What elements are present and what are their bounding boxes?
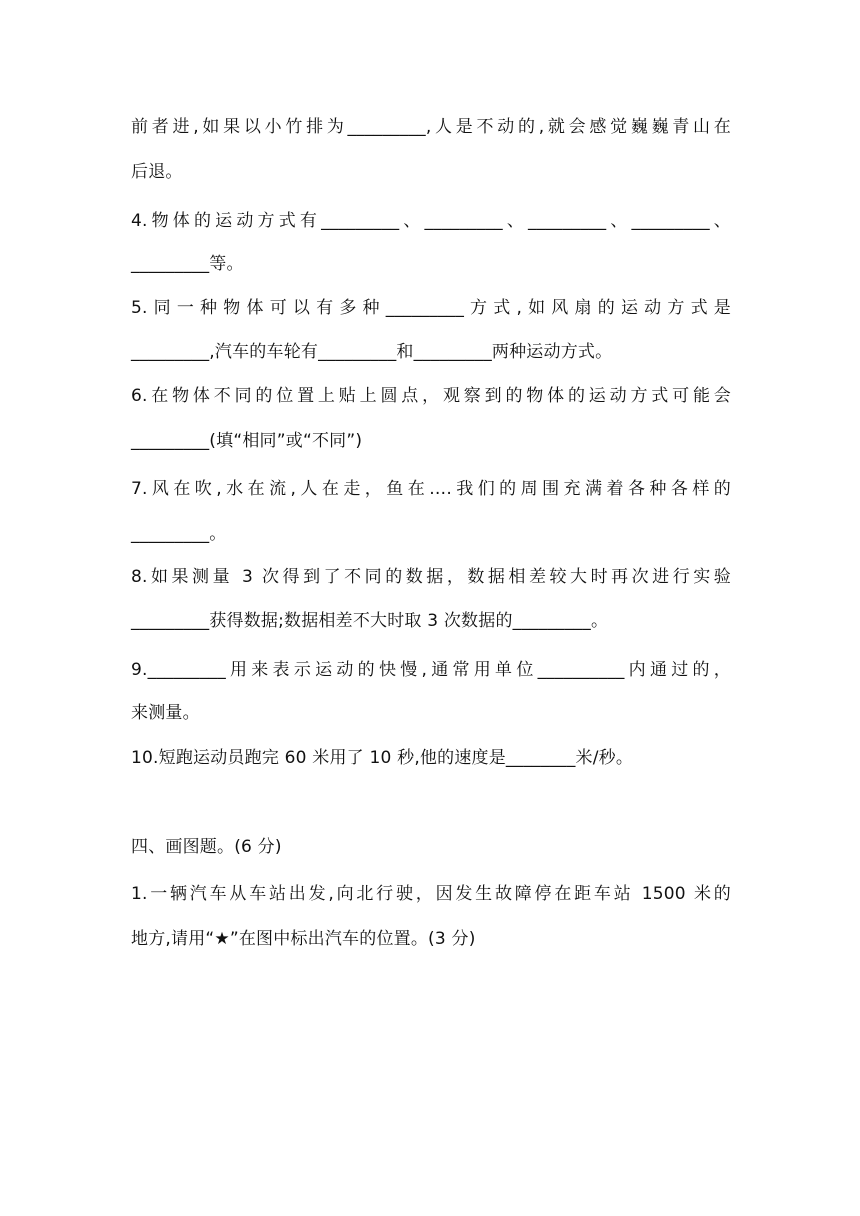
q8-line-1: 8.如果测量 3 次得到了不同的数据，数据相差较大时再次进行实验: [131, 567, 731, 587]
q10-line: 10.短跑运动员跑完 60 米用了 10 秒,他的速度是________米/秒。: [131, 748, 634, 768]
q9-line-1: 9._________用来表示运动的快慢,通常用单位__________内通过的，: [131, 660, 731, 680]
q7-line-2: _________。: [131, 524, 227, 544]
q6-line-1: 6.在物体不同的位置上贴上圆点，观察到的物体的运动方式可能会: [131, 386, 731, 406]
drawing-q1-line-2: 地方,请用“★”在图中标出汽车的位置。(3 分): [131, 929, 476, 949]
q3-continued-line: 前者进,如果以小竹排为_________,人是不动的,就会感觉巍巍青山在: [131, 117, 731, 137]
q3-end-line: 后退。: [131, 162, 183, 182]
drawing-q1-line-1: 1.一辆汽车从车站出发,向北行驶，因发生故障停在距车站 1500 米的: [131, 884, 731, 904]
q6-line-2: _________(填“相同”或“不同”): [131, 431, 363, 451]
q5-line-2: _________,汽车的车轮有_________和_________两种运动方式。: [131, 342, 613, 362]
q4-line-2: _________等。: [131, 254, 244, 274]
q7-line-1: 7.风在吹,水在流,人在走，鱼在….我们的周围充满着各种各样的: [131, 479, 731, 499]
q4-line-1: 4.物体的运动方式有_________、_________、_________、_________、: [131, 211, 731, 231]
q8-line-2: _________获得数据;数据相差不大时取 3 次数据的_________。: [131, 611, 609, 631]
section-four-heading: 四、画图题。(6 分): [131, 837, 282, 857]
q9-line-2: 来测量。: [131, 703, 200, 723]
q5-line-1: 5.同一种物体可以有多种_________方式,如风扇的运动方式是: [131, 298, 731, 318]
